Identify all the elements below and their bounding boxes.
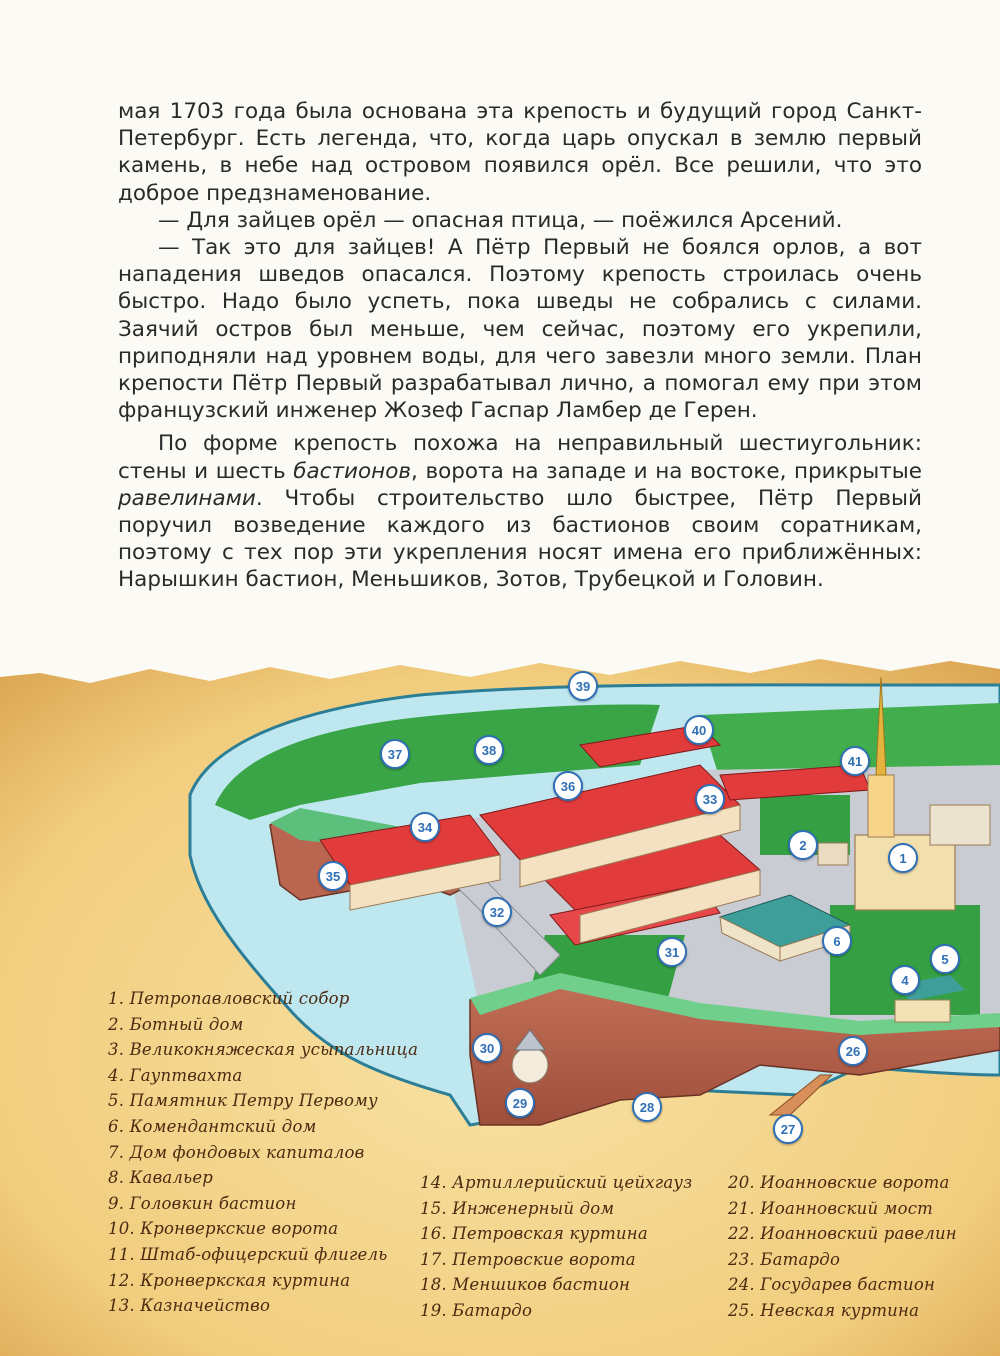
legend-item: 9. Головкин бастион [108, 1193, 297, 1213]
map-marker-31[interactable]: 31 [657, 937, 687, 967]
legend-item: 11. Штаб-офицерский флигель [108, 1244, 388, 1264]
legend-item: 14. Артиллерийский цейхгауз [420, 1173, 693, 1192]
legend-item: 20. Иоанновские ворота [728, 1173, 950, 1192]
map-marker-38[interactable]: 38 [474, 735, 504, 765]
legend-item: 15. Инженерный дом [420, 1198, 615, 1218]
map-marker-34[interactable]: 34 [410, 812, 440, 842]
legend-item: 19. Батардо [420, 1300, 533, 1320]
legend-item: 6. Комендантский дом [108, 1116, 317, 1136]
map-marker-1[interactable]: 1 [888, 843, 918, 873]
legend-item: 13. Казначейство [108, 1296, 271, 1316]
map-marker-35[interactable]: 35 [318, 861, 348, 891]
map-marker-2[interactable]: 2 [788, 830, 818, 860]
map-marker-27[interactable]: 27 [773, 1114, 803, 1144]
map-marker-41[interactable]: 41 [840, 746, 870, 776]
legend-item: 23. Батардо [728, 1249, 841, 1269]
rotunda [512, 1047, 548, 1083]
building-2 [818, 843, 848, 865]
term-bastions: бастионов [293, 458, 412, 484]
legend-item: 24. Государев бастион [728, 1275, 936, 1295]
legend-item: 21. Иоанновский мост [728, 1198, 934, 1218]
legend-item: 2. Ботный дом [108, 1014, 244, 1034]
map-marker-33[interactable]: 33 [695, 784, 725, 814]
map-marker-32[interactable]: 32 [482, 897, 512, 927]
legend-column-1 [108, 986, 418, 1319]
paragraph-3: — Так это для зайцев! А Пётр Первый не боялся орлов, а вот нападения шведов опасался. Поэтому крепость строилась очень быстро. Надо было успеть, пока шведы не собрались с силами. Заячий остров был меньше, чем сейчас, поэтому его укрепили, приподняли над уровнем воды, для чего завезли много земли. План крепости Пётр Первый разрабатывал лично, а помогал ему при этом французский инженер Жозеф Гаспар Ламбер де Герен. [118, 235, 922, 424]
legend-column-3 [728, 1170, 957, 1324]
map-marker-4[interactable]: 4 [890, 965, 920, 995]
map-marker-26[interactable]: 26 [838, 1036, 868, 1066]
legend-item: 4. Гауптвахта [108, 1065, 243, 1085]
legend-item: 5. Памятник Петру Первому [108, 1091, 378, 1111]
legend-column-2 [420, 1170, 692, 1324]
map-marker-37[interactable]: 37 [380, 739, 410, 769]
map-marker-36[interactable]: 36 [553, 771, 583, 801]
legend-item: 7. Дом фондовых капиталов [108, 1142, 365, 1162]
legend-item: 1. Петропавловский собор [108, 989, 350, 1008]
cathedral-tower [868, 775, 894, 837]
legend-item: 10. Кронверкские ворота [108, 1219, 339, 1239]
story-text [118, 98, 922, 594]
map-marker-28[interactable]: 28 [632, 1092, 662, 1122]
map-marker-40[interactable]: 40 [684, 715, 714, 745]
map-marker-30[interactable]: 30 [472, 1033, 502, 1063]
legend-item: 22. Иоанновский равелин [728, 1224, 957, 1244]
paragraph-2: — Для зайцев орёл — опасная птица, — поёжился Арсений. [158, 207, 843, 233]
legend-item: 18. Меншиков бастион [420, 1275, 631, 1295]
legend-item: 12. Кронверкская куртина [108, 1270, 351, 1290]
legend-item: 17. Петровские ворота [420, 1249, 636, 1269]
map-marker-5[interactable]: 5 [930, 944, 960, 974]
legend-item: 3. Великокняжеская усыпальница [108, 1040, 419, 1060]
map-marker-6[interactable]: 6 [822, 926, 852, 956]
legend-item: 25. Невская куртина [728, 1300, 920, 1320]
legend-item: 8. Кавальер [108, 1168, 214, 1188]
paragraph-4: По форме крепость похожа на неправильный шестиугольник: стены и шесть бастионов, ворота на западе и на востоке, прикрытые равелинами. Чтобы строительство шло быстрее, Пётр Первый поручил возведение каждого из бастионов своим соратникам, поэтому с тех пор эти укрепления носят имена его приближённых: Нарышкин бастион, Меньшиков, Зотов, Трубецкой и Головин. [118, 431, 922, 593]
term-ravelins: равелинами [118, 485, 256, 511]
map-marker-39[interactable]: 39 [568, 671, 598, 701]
map-marker-29[interactable]: 29 [505, 1088, 535, 1118]
legend-item: 16. Петровская куртина [420, 1224, 648, 1244]
paragraph-1: мая 1703 года была основана эта крепость и будущий город Санкт-Петербург. Есть легенда, что, когда царь опускал в землю первый камень, в небе над островом появился орёл. Все решили, что это доброе предзнаменование. [118, 99, 922, 206]
